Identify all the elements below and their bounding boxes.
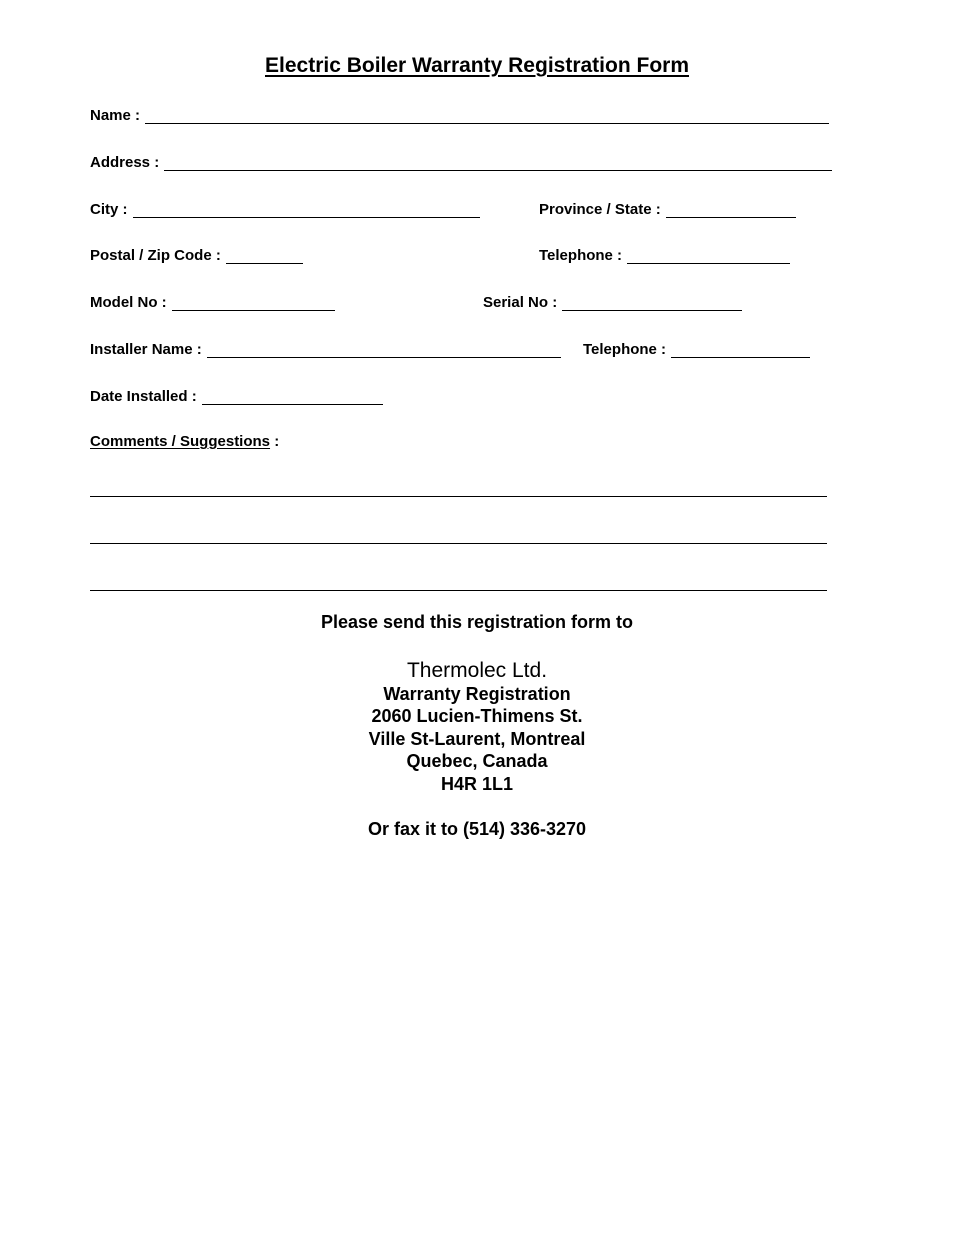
serial-no-field[interactable]	[483, 293, 742, 313]
postal-zip-input-line[interactable]	[226, 247, 303, 264]
model-no-input-line[interactable]	[172, 294, 335, 311]
installer-telephone-input-line[interactable]	[671, 341, 810, 358]
comments-colon: :	[270, 433, 280, 450]
comments-label: Comments / Suggestions	[90, 433, 271, 450]
model-no-field[interactable]	[90, 293, 335, 313]
province-state-input-line[interactable]	[666, 201, 796, 218]
city-field[interactable]	[90, 200, 480, 220]
address-line-1: Warranty Registration	[383, 684, 571, 704]
installer-telephone-field[interactable]	[583, 340, 810, 360]
installer-name-label: Installer Name :	[90, 341, 202, 358]
serial-no-label: Serial No :	[483, 294, 558, 311]
company-name: Thermolec Ltd.	[406, 659, 548, 682]
serial-no-input-line[interactable]	[562, 294, 742, 311]
postal-zip-label: Postal / Zip Code :	[90, 247, 221, 264]
address-label: Address :	[90, 154, 160, 171]
province-state-label: Province / State :	[539, 201, 661, 218]
province-state-field[interactable]	[539, 200, 796, 220]
postal-zip-field[interactable]	[90, 246, 303, 266]
model-no-label: Model No :	[90, 294, 167, 311]
installer-name-input-line[interactable]	[207, 341, 561, 358]
telephone-label: Telephone :	[539, 247, 623, 264]
send-instruction: Please send this registration form to	[320, 612, 634, 632]
comments-heading	[90, 432, 279, 452]
comment-line-2[interactable]	[90, 543, 827, 544]
address-field[interactable]	[90, 153, 832, 173]
fax-instruction: Or fax it to (514) 336-3270	[367, 819, 587, 839]
form-title: Electric Boiler Warranty Registration Form	[265, 54, 689, 77]
address-line-3: Ville St-Laurent, Montreal	[368, 729, 586, 749]
installer-name-field[interactable]	[90, 340, 561, 360]
address-line-5: H4R 1L1	[440, 774, 514, 794]
address-line-4: Quebec, Canada	[406, 751, 548, 771]
city-input-line[interactable]	[133, 201, 480, 218]
date-installed-field[interactable]	[90, 387, 383, 407]
comment-line-3[interactable]	[90, 590, 827, 591]
city-label: City :	[90, 201, 128, 218]
telephone-field[interactable]	[539, 246, 790, 266]
name-label: Name :	[90, 107, 141, 124]
address-line-2: 2060 Lucien-Thimens St.	[371, 706, 583, 726]
telephone-input-line[interactable]	[627, 247, 790, 264]
name-field[interactable]	[90, 106, 829, 126]
address-input-line[interactable]	[164, 154, 832, 171]
comment-line-1[interactable]	[90, 496, 827, 497]
date-installed-label: Date Installed :	[90, 388, 197, 405]
date-installed-input-line[interactable]	[202, 388, 383, 405]
name-input-line[interactable]	[145, 107, 829, 124]
installer-telephone-label: Telephone :	[583, 341, 667, 358]
